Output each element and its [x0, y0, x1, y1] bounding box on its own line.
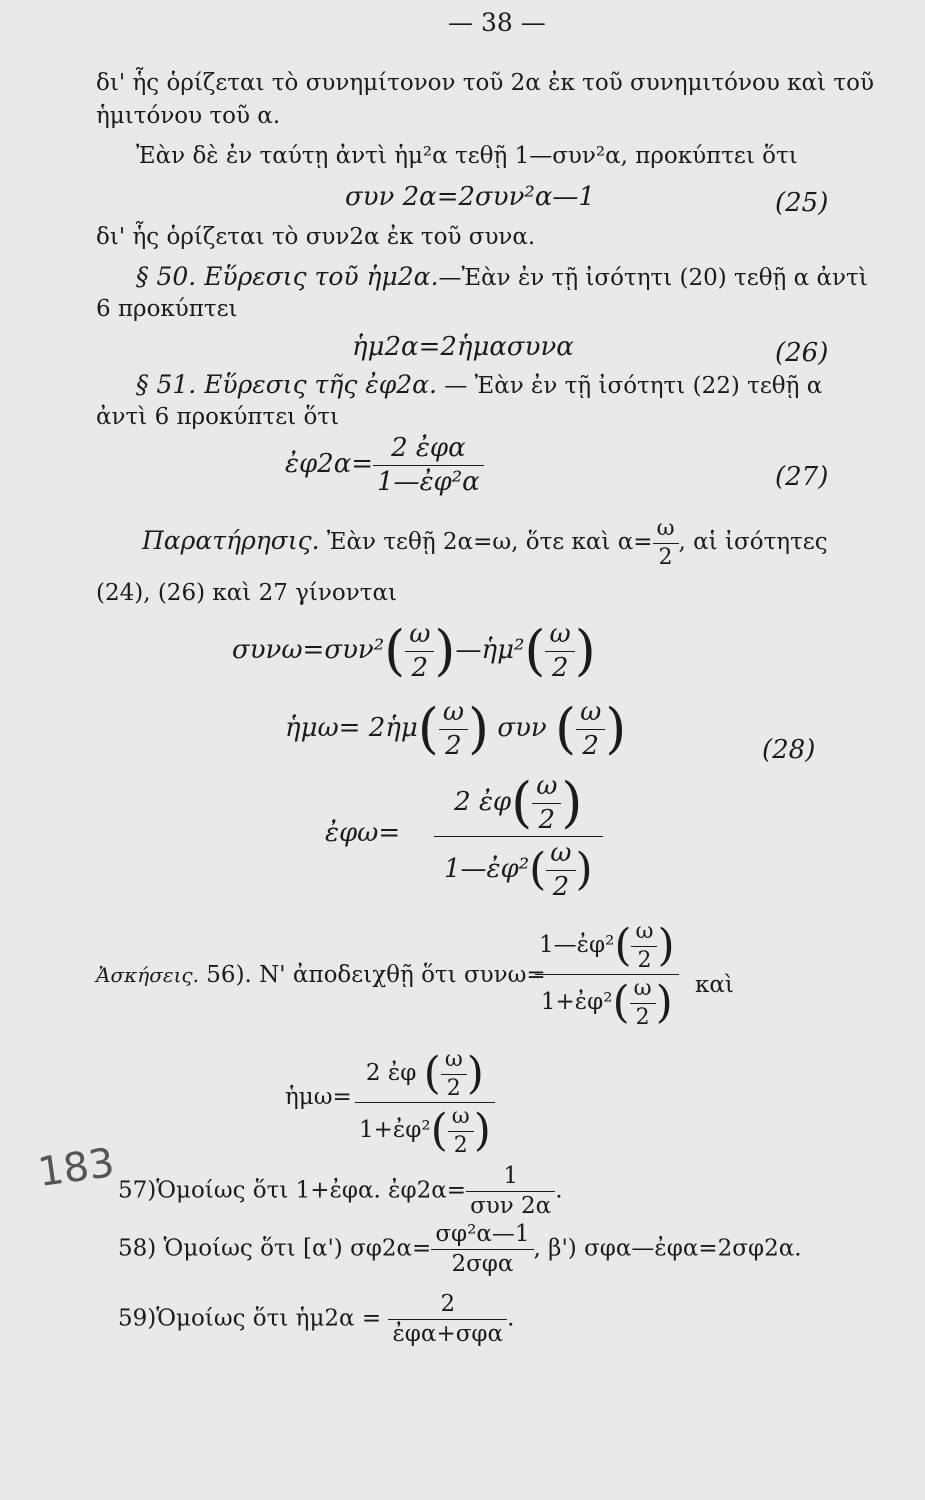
exercise-56-fraction: 1—ἐφ²( $\frac{\omega}{2}$ ) 1+ἐφ²( $\frac{\omega}{2}$ )	[535, 918, 679, 1031]
omega-over-two: $\frac{\omega}{2}$	[576, 696, 605, 762]
remark-line	[142, 515, 828, 571]
section-50	[136, 262, 868, 291]
fraction-numerator: 2 ἐφα	[391, 433, 466, 463]
page-number: — 38 —	[448, 8, 546, 37]
paragraph-line: ἀντὶ 6 προκύπτει ὅτι	[96, 404, 340, 430]
handwritten-note: 183	[35, 1139, 118, 1197]
paragraph-line: ἡμιτόνου τοῦ α.	[96, 103, 281, 129]
equation-number-25: (25)	[775, 188, 829, 218]
equation-28b-lhs: ἡμω= 2ἡμ	[285, 713, 418, 743]
equation-27	[285, 432, 484, 498]
equation-27-lhs: ἐφ2α=	[285, 449, 374, 479]
equation-28c-lhs: ἐφω=	[325, 818, 401, 848]
equation-number-28: (28)	[762, 735, 816, 765]
paragraph-line: (24), (26) καὶ 27 γίνονται	[96, 580, 398, 606]
fraction-denominator: 1—ἐφ²α	[377, 466, 480, 497]
equation-28b: ἡμω= 2ἡμ( $\frac{\omega}{2}$ ) συν ( $\frac{\omega}{2}$ )	[285, 697, 627, 761]
section-51	[136, 370, 822, 399]
omega-over-two: $\frac{\omega}{2}$	[653, 515, 679, 571]
remark-heading: Παρατήρησις.	[142, 526, 320, 555]
exercise-56b-fraction: 2 ἐφ ( $\frac{\omega}{2}$ ) 1+ἐφ²( $\frac{\omega}{2}$ )	[355, 1046, 495, 1159]
equation-26: ἡμ2α=2ἡμασυνα	[352, 332, 574, 362]
equation-28a-mid: —ἡμ²	[455, 635, 525, 665]
equation-28a-lhs: συνω=συν²	[232, 635, 385, 665]
exercise-56-kai: καὶ	[695, 972, 734, 998]
section-50-heading: § 50. Εὕρεσις τοῦ ἡμ2α.	[136, 262, 439, 291]
remark-text-tail: , αἱ ἰσότητες	[678, 529, 828, 555]
exercise-59: 59)Ὁμοίως ὅτι ἡμ2α = $\frac{2}{\text{ἐφα+σφα}}$ .	[118, 1291, 515, 1347]
equation-28c-fraction: 2 ἐφ( $\frac{\omega}{2}$ ) 1—ἐφ²( $\frac{\omega}{2}$ )	[440, 770, 597, 903]
paragraph-line: 6 προκύπτει	[96, 296, 238, 322]
equation-number-26: (26)	[775, 338, 829, 368]
omega-over-two: $\frac{\omega}{2}$	[439, 696, 468, 762]
section-51-heading: § 51. Εὕρεσις τῆς ἐφ2α.	[136, 370, 437, 399]
paragraph-line: Ἐὰν δὲ ἐν ταύτῃ ἀντὶ ἡμ²α τεθῇ 1—συν²α, προκύπτει ὅτι	[136, 143, 798, 169]
equation-28a: συνω=συν²( $\frac{\omega}{2}$ )—ἡμ²( $\frac{\omega}{2}$ )	[232, 619, 596, 683]
section-50-text: —Ἐὰν ἐν τῇ ἰσότητι (20) τεθῇ α ἀντὶ	[438, 265, 868, 291]
exercise-56b-lhs: ἡμω=	[285, 1084, 352, 1110]
equation-number-27: (27)	[775, 462, 829, 492]
paragraph-line: δι' ἧς ὁρίζεται τὸ συν2α ἐκ τοῦ συνα.	[96, 224, 536, 250]
omega-over-two: $\frac{\omega}{2}$	[630, 975, 656, 1031]
paragraph-line: δι' ἧς ὁρίζεται τὸ συνημίτονον τοῦ 2α ἐκ τοῦ συνημιτόνου καὶ τοῦ	[96, 70, 874, 96]
omega-over-two: $\frac{\omega}{2}$	[448, 1103, 474, 1159]
omega-over-two: $\frac{\omega}{2}$	[405, 618, 434, 684]
remark-text: Ἐὰν τεθῇ 2α=ω, ὅτε καὶ α=	[326, 529, 653, 555]
omega-over-two: $\frac{\omega}{2}$	[545, 618, 574, 684]
omega-over-two: $\frac{\omega}{2}$	[532, 770, 561, 836]
exercise-58: 58) Ὁμοίως ὅτι [α') σφ2α= $\frac{\text{σφ²α—1}}{\text{2σφα}}$ , β') σφα—ἐφα=2σφ2α.	[118, 1221, 802, 1277]
section-51-text: — Ἐὰν ἐν τῇ ἰσότητι (22) τεθῇ α	[444, 373, 823, 399]
exercise-56: Ἀσκήσεις. 56). Ν' ἀποδειχθῇ ὅτι συνω=	[96, 962, 546, 988]
exercise-57: 57)Ὁμοίως ὅτι 1+ἐφα. ἐφ2α= $\frac{1}{\text{συν 2α}}$ .	[118, 1163, 563, 1219]
omega-over-two: $\frac{\omega}{2}$	[631, 918, 657, 974]
equation-25: συν 2α=2συν²α—1	[345, 182, 595, 212]
omega-over-two: $\frac{\omega}{2}$	[441, 1046, 467, 1102]
exercises-label: Ἀσκήσεις.	[96, 963, 199, 987]
equation-27-fraction	[373, 432, 484, 498]
omega-over-two: $\frac{\omega}{2}$	[546, 837, 575, 903]
equation-28b-mid: συν	[497, 713, 547, 743]
